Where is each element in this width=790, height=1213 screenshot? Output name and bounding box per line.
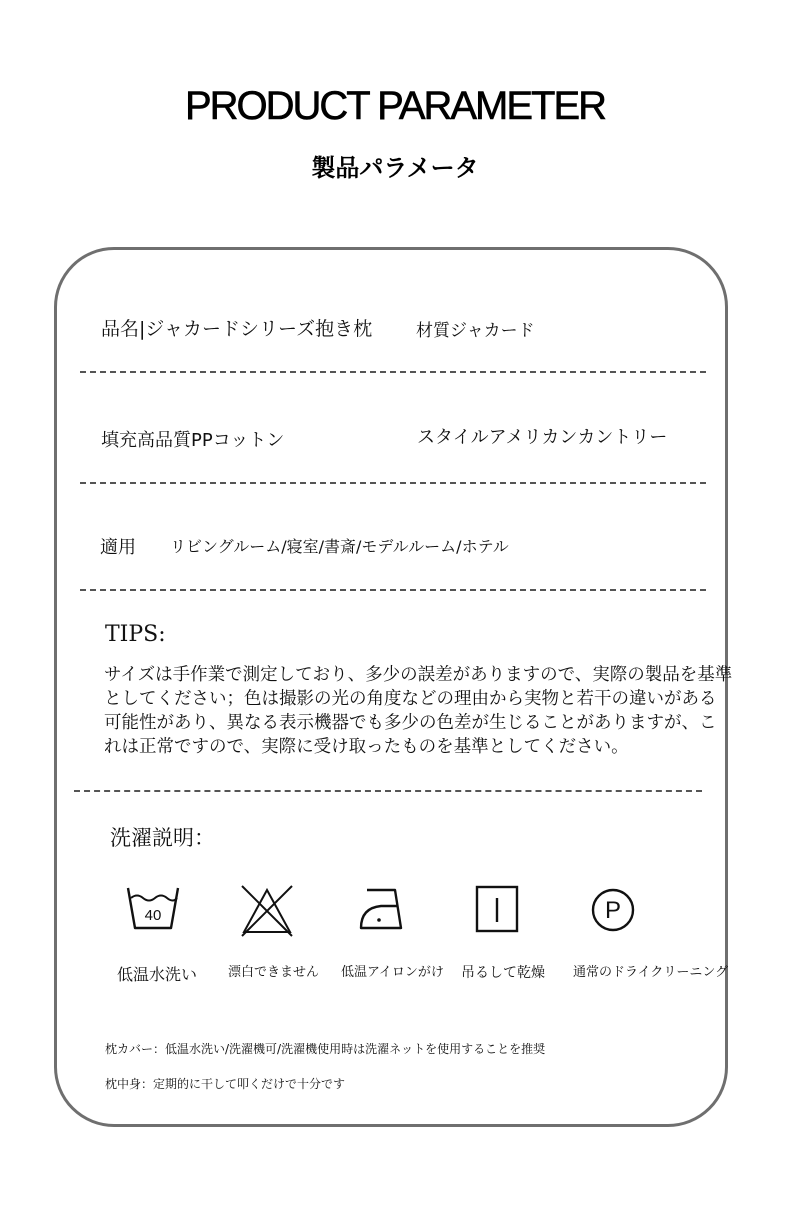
wash-40-icon — [126, 884, 180, 934]
divider-3 — [80, 589, 706, 591]
divider-1 — [80, 371, 706, 373]
tips-line: としてください；色は撮影の光の角度などの理由から実物と若干の違いがある — [104, 689, 717, 709]
tips-line: サイズは手作業で測定しており、多少の誤差がありますので、実際の製品を基準 — [104, 665, 733, 685]
tips-line: 可能性があり、異なる表示機器でも多少の色差が生じることがありますが、こ — [104, 713, 717, 733]
wash-label: 低温水洗い — [117, 965, 198, 984]
dry-clean-letter: P — [604, 897, 622, 924]
dry-clean-label: 通常のドライクリーニング — [573, 965, 729, 980]
low-iron-icon — [357, 884, 407, 934]
title-en: PRODUCT PARAMETER — [184, 84, 606, 128]
divider-2 — [80, 482, 706, 484]
title-jp: 製品パラメータ — [311, 154, 479, 182]
product-filling: 填充高品質PPコットン — [101, 430, 285, 451]
usage-label: 適用 — [100, 537, 136, 558]
no-bleach-label: 漂白できません — [228, 965, 320, 980]
usage-value: リビングルーム/寝室/書斎/モデルルーム/ホテル — [170, 537, 509, 556]
product-material: 材質ジャカード — [416, 321, 535, 341]
wash-title: 洗濯説明： — [110, 826, 215, 850]
low-iron-label: 低温アイロンがけ — [341, 965, 444, 980]
product-style: スタイルアメリカンカントリー — [417, 427, 668, 448]
note-cover: 枕カバー：低温水洗い/洗濯機可/洗濯機使用時は洗濯ネットを使用することを推奨 — [105, 1042, 546, 1056]
hang-dry-label: 吊るして乾燥 — [461, 965, 545, 981]
hang-dry-icon — [474, 884, 520, 934]
note-inner: 枕中身：定期的に干して叩くだけで十分です — [105, 1077, 346, 1091]
product-name: 品名|ジャカードシリーズ抱き枕 — [101, 318, 373, 340]
divider-4 — [74, 790, 702, 792]
tips-body — [104, 663, 752, 759]
tips-title: TIPS: — [105, 622, 166, 647]
no-bleach-icon — [238, 882, 296, 938]
wash-temp-text: 40 — [144, 907, 162, 924]
tips-line: れは正常ですので、実際に受け取ったものを基準としてください。 — [104, 737, 629, 757]
dry-clean-icon — [590, 887, 636, 933]
